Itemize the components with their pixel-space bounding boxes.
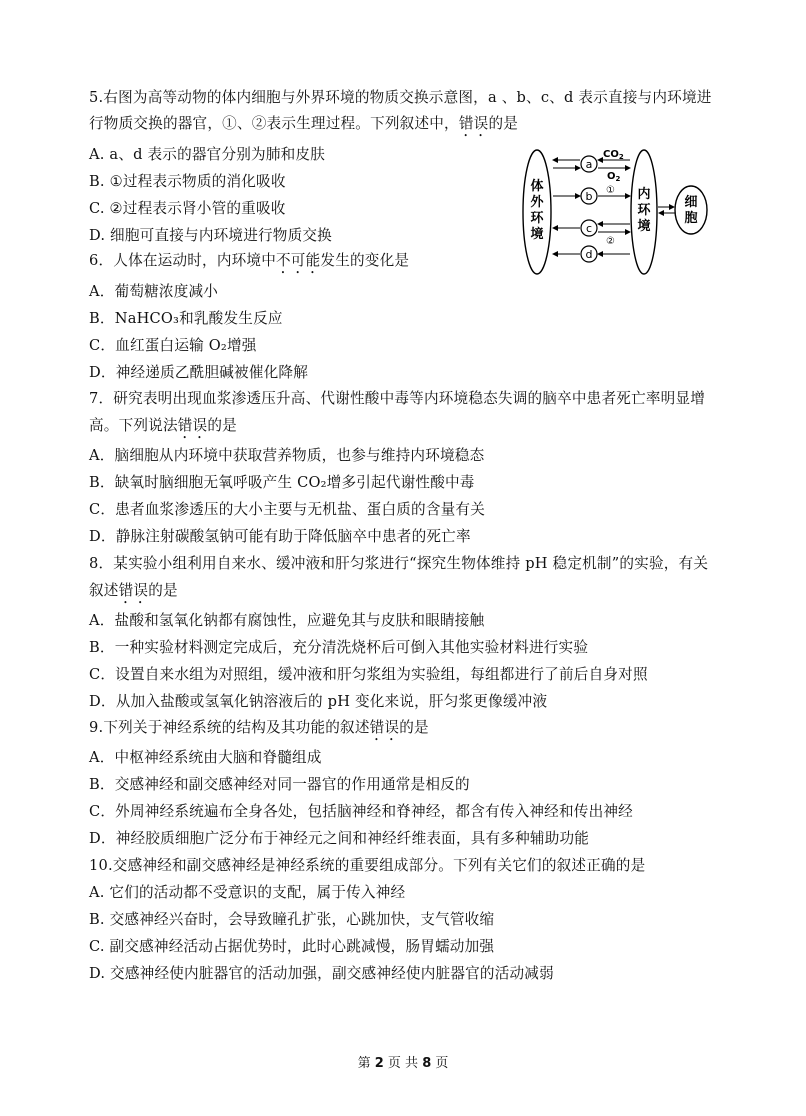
q9-stem bbox=[89, 718, 429, 744]
internal-env-char-1: 内 bbox=[637, 187, 651, 202]
q8-stem-text: 叙述 bbox=[89, 582, 119, 599]
page-footer bbox=[0, 1055, 806, 1073]
q6-stem-emphasis: 不可能 bbox=[276, 252, 321, 269]
q6-stem-text: 6．人体在运动时，内环境中 bbox=[89, 252, 277, 269]
q9-stem-text: 9.下列关于神经系统的结构及其功能的叙述 bbox=[89, 719, 370, 736]
external-env-char-4: 境 bbox=[530, 227, 544, 242]
node-d-label: d bbox=[585, 248, 593, 261]
q7-stem-tail: 的是 bbox=[207, 417, 237, 434]
q9-option-b: B．交感神经和副交感神经对同一器官的作用通常是相反的 bbox=[89, 776, 470, 793]
q6-stem bbox=[89, 251, 409, 277]
q7-option-a: A．脑细胞从内环境中获取营养物质，也参与维持内环境稳态 bbox=[89, 447, 485, 464]
q10-option-c: C. 副交感神经活动占据优势时，此时心跳减慢，肠胃蠕动加强 bbox=[89, 938, 495, 955]
q9-stem-tail: 的是 bbox=[399, 719, 429, 736]
q5-option-d: D. 细胞可直接与内环境进行物质交换 bbox=[89, 227, 332, 244]
q8-option-a: A．盐酸和氢氧化钠都有腐蚀性，应避免其与皮肤和眼睛接触 bbox=[89, 612, 485, 629]
q9-option-a: A．中枢神经系统由大脑和脊髓组成 bbox=[89, 749, 322, 766]
q8-option-b: B．一种实验材料测定完成后，充分清洗烧杯后可倒入其他实验材料进行实验 bbox=[89, 639, 589, 656]
q7-option-c: C．患者血浆渗透压的大小主要与无机盐、蛋白质的含量有关 bbox=[89, 501, 486, 518]
q7-stem-emphasis: 错误 bbox=[177, 417, 208, 434]
external-env-char-3: 环 bbox=[530, 211, 544, 226]
q6-option-c: C．血红蛋白运输 O₂增强 bbox=[89, 337, 257, 354]
q8-stem-tail: 的是 bbox=[148, 582, 178, 599]
cell-char-2: 胞 bbox=[684, 211, 698, 226]
q7-stem-line1: 7．研究表明出现血浆渗透压升高、代谢性酸中毒等内环境稳态失调的脑卒中患者死亡率明显增 bbox=[89, 390, 706, 407]
q6-option-b: B．NaHCO₃和乳酸发生反应 bbox=[89, 310, 283, 327]
footer-middle: 页 共 bbox=[383, 1056, 423, 1071]
q5-stem-emphasis: 错误 bbox=[458, 115, 489, 132]
q6-option-d: D．神经递质乙酰胆碱被催化降解 bbox=[89, 364, 309, 381]
total-pages: 8 bbox=[422, 1056, 432, 1071]
internal-env-char-2: 环 bbox=[637, 203, 651, 218]
q9-option-d: D．神经胶质细胞广泛分布于神经元之间和神经纤维表面，具有多种辅助功能 bbox=[89, 830, 590, 847]
process-2-label: ② bbox=[606, 236, 615, 247]
q9-option-c: C．外周神经系统遍布全身各处，包括脑神经和脊神经，都含有传入神经和传出神经 bbox=[89, 803, 633, 820]
node-c-label: c bbox=[585, 222, 593, 235]
footer-prefix: 第 bbox=[357, 1056, 375, 1071]
q10-option-d: D. 交感神经使内脏器官的活动加强，副交感神经使内脏器官的活动减弱 bbox=[89, 965, 554, 982]
q8-stem-emphasis: 错误 bbox=[118, 582, 149, 599]
external-env-char-2: 外 bbox=[530, 195, 544, 210]
cell-ellipse bbox=[675, 186, 707, 234]
q5-stem-line2 bbox=[89, 114, 518, 140]
substance-exchange-diagram bbox=[519, 146, 719, 276]
q7-stem-text: 高。下列说法 bbox=[89, 417, 178, 434]
q5-option-a: A. a、d 表示的器官分别为肺和皮肤 bbox=[89, 146, 326, 163]
q8-stem-line1: 8．某实验小组利用自来水、缓冲液和肝匀浆进行“探究生物体维持 pH 稳定机制”的实验，有关 bbox=[89, 555, 709, 572]
footer-suffix: 页 bbox=[431, 1056, 449, 1071]
q8-option-d: D．从加入盐酸或氢氧化钠溶液后的 pH 变化来说，肝匀浆更像缓冲液 bbox=[89, 693, 548, 710]
q6-stem-tail: 发生的变化是 bbox=[320, 252, 410, 269]
external-env-char-1: 体 bbox=[530, 179, 544, 194]
q10-option-a: A. 它们的活动都不受意识的支配，属于传入神经 bbox=[89, 884, 406, 901]
node-a-label: a bbox=[585, 158, 593, 171]
q8-option-c: C．设置自来水组为对照组，缓冲液和肝匀浆组为实验组，每组都进行了前后自身对照 bbox=[89, 666, 648, 683]
q10-option-b: B. 交感神经兴奋时，会导致瞳孔扩张，心跳加快，支气管收缩 bbox=[89, 911, 495, 928]
cell-char-1: 细 bbox=[684, 195, 698, 210]
node-b-label: b bbox=[585, 190, 593, 203]
process-1-label: ① bbox=[606, 185, 615, 196]
q7-option-d: D．静脉注射碳酸氢钠可能有助于降低脑卒中患者的死亡率 bbox=[89, 528, 471, 545]
q5-option-c: C. ②过程表示肾小管的重吸收 bbox=[89, 200, 286, 217]
o2-label: $O_2$ bbox=[607, 171, 621, 183]
q5-stem-line1: 5.右图为高等动物的体内细胞与外界环境的物质交换示意图，a 、b、c、d 表示直接与内环境进 bbox=[89, 89, 712, 106]
co2-label: $CO_2$ bbox=[603, 149, 624, 161]
page-number: 2 bbox=[374, 1056, 384, 1071]
q6-option-a: A．葡萄糖浓度减小 bbox=[89, 283, 219, 300]
q5-option-b: B. ①过程表示物质的消化吸收 bbox=[89, 173, 286, 190]
internal-env-char-3: 境 bbox=[637, 219, 651, 234]
q9-stem-emphasis: 错误 bbox=[369, 719, 400, 736]
q5-stem-text: 行物质交换的器官，①、②表示生理过程。下列叙述中， bbox=[89, 115, 459, 132]
q7-option-b: B．缺氧时脑细胞无氧呼吸产生 CO₂增多引起代谢性酸中毒 bbox=[89, 474, 475, 491]
q7-stem-line2 bbox=[89, 416, 237, 442]
q5-stem-tail: 的是 bbox=[488, 115, 519, 132]
q10-stem: 10.交感神经和副交感神经是神经系统的重要组成部分。下列有关它们的叙述正确的是 bbox=[89, 857, 646, 874]
q8-stem-line2 bbox=[89, 581, 178, 607]
